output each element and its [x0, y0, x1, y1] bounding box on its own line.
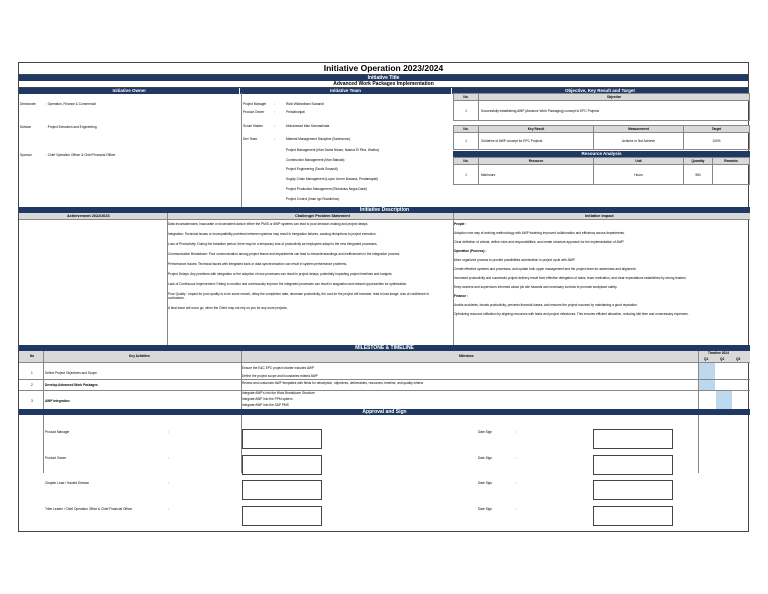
description-header: Initiative Description [19, 207, 750, 213]
resource-col-header: Unit [594, 158, 684, 165]
team-block [242, 93, 453, 207]
challenge-item: A final issue will occur go, when the Client may not rely on you for any more projects. [168, 306, 288, 310]
impact-item: Avoids accidents, boosts productivity, prevents financial losses, and ensures the project success by maintaining a good reputation. [454, 303, 638, 307]
key-result-cell: Achieve or Not Achieve [594, 133, 684, 150]
challenge-item: Poor Quality : Impact for poor quality is to be some rework, delay the completion date, decrease productivity, the cost for the project will increase, lead to bad image, loss of confidence in contractors. [168, 292, 430, 300]
impact-item: Optimizing resource utilization by aligning resources with tasks and project milestones. This ensures efficient allocation, reducing idle time and unnecessary expenses. [454, 312, 689, 316]
impact-heading: Operation (Process) : [454, 249, 487, 253]
challenge-item: Lack of Continuous Improvement: Failing to monitor and continuously improve the integrated processes can result in stagnation and missed opportunities for optimization. [168, 282, 408, 286]
team-member: Project Management (Irfan Darmi Nizam, Nasrud El Fitra, Wudha) [286, 148, 379, 152]
date-sign-box[interactable] [593, 429, 673, 449]
milestone-no: 3 [31, 399, 33, 403]
milestone-no: 2 [31, 383, 33, 387]
team-member: Project Production Management (Richardus Negra Dardi) [286, 187, 367, 191]
date-sign-label: Date Sign [478, 430, 492, 434]
achievement-col-header: Achievement 2022/2023 [67, 214, 110, 218]
owner-role: Division [20, 125, 32, 129]
resource-col-header: Resource [479, 158, 594, 165]
resource-table [453, 157, 750, 185]
team-role: Scrum Master [243, 124, 263, 128]
colon: : [516, 456, 517, 460]
okr-header: Objective, Key Result and Target [452, 88, 748, 94]
quarter-label: Q3 [736, 357, 741, 361]
signature-box[interactable] [242, 455, 322, 475]
impact-item: Adoption new way of working methodology with AWP fostering improved collaboration and efficiency across departments. [454, 231, 625, 235]
objective-col-header: No. [454, 94, 479, 101]
team-sep: : [274, 137, 275, 141]
date-sign-label: Date Sign [478, 456, 492, 460]
key-result-col-header: Target [684, 126, 750, 133]
team-member: Muhammad Irfan Darmadinata [286, 124, 330, 128]
challenge-item: Data Inconsistencies: Inaccurate or inconsistent data in either the PMIS or AWP systems can lead to poor decision-making and project delays. [168, 222, 369, 226]
resource-col-header: Quantity [684, 158, 713, 165]
divider [19, 379, 750, 380]
milestone-item: Review and customize AWP templates with fields for description, objectives, deliverables, resources, timeline, and quality criteria [242, 381, 424, 385]
team-member: Supply Chain Management (Luyon Urrum Buwana, Perdamayati) [286, 177, 378, 181]
approval-role: Product Owner [45, 456, 67, 460]
colon: : [516, 430, 517, 434]
team-member: Project Engineering (Taurik Susandi) [286, 167, 338, 171]
milestone-item: Integrate AWP's into the Work Breakdown Structure [242, 391, 315, 395]
resource-cell: Hours [594, 165, 684, 185]
resource-cell: 984 [684, 165, 713, 185]
challenge-item: Project Delays: Any problems with integration or the adoption of new processes can result in project delays, potentially impacting project timelines and budgets. [168, 272, 393, 276]
key-result-cell: 100% [684, 133, 750, 150]
milestone-col-headers [19, 351, 750, 363]
impact-heading: Finance : [454, 294, 468, 298]
timeline-bar [699, 380, 715, 390]
initiative-title-label: Initiative Title [19, 75, 748, 81]
signature-box[interactable] [242, 506, 322, 526]
colon: : [168, 481, 169, 485]
challenge-item: Loss of Productivity: During the transition period, there may be a temporary loss of productivity as employees adapt to the new integrated processes. [168, 242, 378, 246]
signature-box[interactable] [242, 480, 322, 500]
team-sep: : [274, 110, 275, 114]
key-result-cell: Guideline of AWP concept for EPC Projects [479, 133, 594, 150]
key-result-col-header: No. [454, 126, 479, 133]
date-sign-label: Date Sign [478, 481, 492, 485]
impact-item: Create effective systems and processes, and update both upper management and the project team for awareness and alignment. [454, 267, 637, 271]
date-sign-box[interactable] [593, 480, 673, 500]
approval-header: Approval and Sign [19, 409, 750, 415]
team-header: Initiative Team [240, 88, 451, 94]
colon: : [168, 430, 169, 434]
resource-header: Resource Analysis [453, 151, 750, 157]
challenge-list [168, 222, 452, 310]
owner-name: : Chief Operation Officer & Chief Financial Officer [46, 153, 116, 157]
initiative-sheet [18, 62, 749, 532]
date-sign-box[interactable] [593, 455, 673, 475]
owner-role: Directorate [20, 102, 36, 106]
colon: : [168, 456, 169, 460]
challenge-item: Communication Breakdown: Poor communication among project teams and departments can lead to misunderstandings and inefficiencies in the integration process. [168, 252, 401, 256]
description-col-headers [19, 213, 750, 220]
milestone-activity: AWP Integration [45, 399, 70, 403]
objective-table [453, 93, 750, 121]
date-sign-label: Date Sign [478, 507, 492, 511]
okr-block [453, 93, 750, 207]
milestone-item: Define the project scope and boundaries related AWP [242, 374, 318, 378]
team-member: Construction Management (Irfan Batnala) [286, 158, 345, 162]
timeline-title: Timeline 2024 [708, 351, 729, 355]
page-title: Initiative Operation 2023/2024 [19, 63, 748, 75]
owner-block [19, 93, 242, 207]
approval-role: Tribe Leader / Chief Operation Office & Chief Financial Officer [45, 507, 133, 511]
key-result-table [453, 125, 750, 150]
signature-box[interactable] [242, 429, 322, 449]
impact-item: Clear definition of criteria, define roles and responsibilities, and create structure approach for the implementation of AWP. [454, 240, 625, 244]
owner-name: : Operation, Finance & Commercial [46, 102, 96, 106]
owner-name: : Project Execution and Engineering [46, 125, 97, 129]
key-result-cell: 1 [454, 133, 479, 150]
milestone-no: 1 [31, 371, 33, 375]
initiative-title: Advanced Work Packages Implementation [19, 81, 748, 88]
team-sep: : [274, 102, 275, 106]
owner-role: Sponsor [20, 153, 32, 157]
team-role: Dev Team [243, 137, 258, 141]
impact-item: More organized process to provide possibilities acceleration in project cycle with AWP. [454, 258, 576, 262]
resource-cell [713, 165, 750, 185]
team-member: Material Management Discipline (Sadewomo) [286, 137, 351, 141]
milestone-header: MILESTONE & TIMELINE [19, 345, 750, 351]
objective-cell: 1 [454, 101, 479, 121]
milestone-col-header: Milestone [459, 354, 474, 358]
challenge-item: Performance Issues: Technical issues with integrated tools or data synchronization can result in system performance problems. [168, 262, 348, 266]
challenge-item: Integration: Technical issues or incompatibility problems between systems may result in integration failures, causing disruptions to project execution. [168, 232, 377, 236]
impact-item: Increased productivity and successful project delivery result from effective delegation of tasks, team motivation, and clear expectations established by strong leaders. [454, 276, 687, 280]
team-member: Rizki Widiardhani Suwandi [286, 102, 324, 106]
team-sep: : [274, 124, 275, 128]
resource-cell: 1 [454, 165, 479, 185]
approval-role: Chapter Lead / Hauled Division [45, 481, 90, 485]
resource-col-header: No. [454, 158, 479, 165]
milestone-activity: Develop Advanced Work Packages [45, 383, 98, 387]
team-role: Project Manager [243, 102, 267, 106]
colon: : [168, 507, 169, 511]
impact-item: Keep workers and supervisors informed about job site hazards and necessary controls to promote workplace safety. [454, 285, 618, 289]
team-role: Product Owner [243, 110, 265, 114]
team-member: Project Control (Iman Igo Rosidinhoo) [286, 197, 340, 201]
challenge-col-header: Challenge/ Problem Statement [295, 214, 350, 218]
date-sign-box[interactable] [593, 506, 673, 526]
milestone-activity: Define Project Objectives and Scope [45, 371, 97, 375]
approval-role: Product Manager [45, 430, 70, 434]
quarter-label: Q2 [720, 357, 725, 361]
objective-col-header: Objective [479, 94, 750, 101]
milestone-col-header: Key Activities [129, 354, 150, 358]
resource-cell: Manhours [479, 165, 594, 185]
key-result-col-header: Measurement [594, 126, 684, 133]
milestone-item: Integrate AWP into the SAP PMS [242, 403, 289, 407]
impact-list [454, 222, 749, 316]
milestone-item: Ensure the E&C EPC project charter includes AWP [242, 366, 314, 370]
objective-cell: Successfully establishing AWP (Advance Work Packaging) concept to EPC Projects [479, 101, 750, 121]
owner-header: Initiative Owner [19, 88, 240, 94]
impact-col-header: Initiative Impact [585, 214, 614, 218]
resource-col-header: Remarks [713, 158, 750, 165]
milestone-item: Integrate AWP into the PPM system [242, 397, 293, 401]
milestone-col-header: No [30, 354, 35, 358]
team-member: Pendahunjati [286, 110, 305, 114]
key-result-col-header: Key Result [479, 126, 594, 133]
impact-heading: People : [454, 222, 467, 226]
colon: : [516, 507, 517, 511]
quarter-label: Q1 [704, 357, 709, 361]
colon: : [516, 481, 517, 485]
timeline-bar [716, 391, 732, 409]
divider [19, 390, 750, 391]
timeline-bar [699, 363, 715, 379]
